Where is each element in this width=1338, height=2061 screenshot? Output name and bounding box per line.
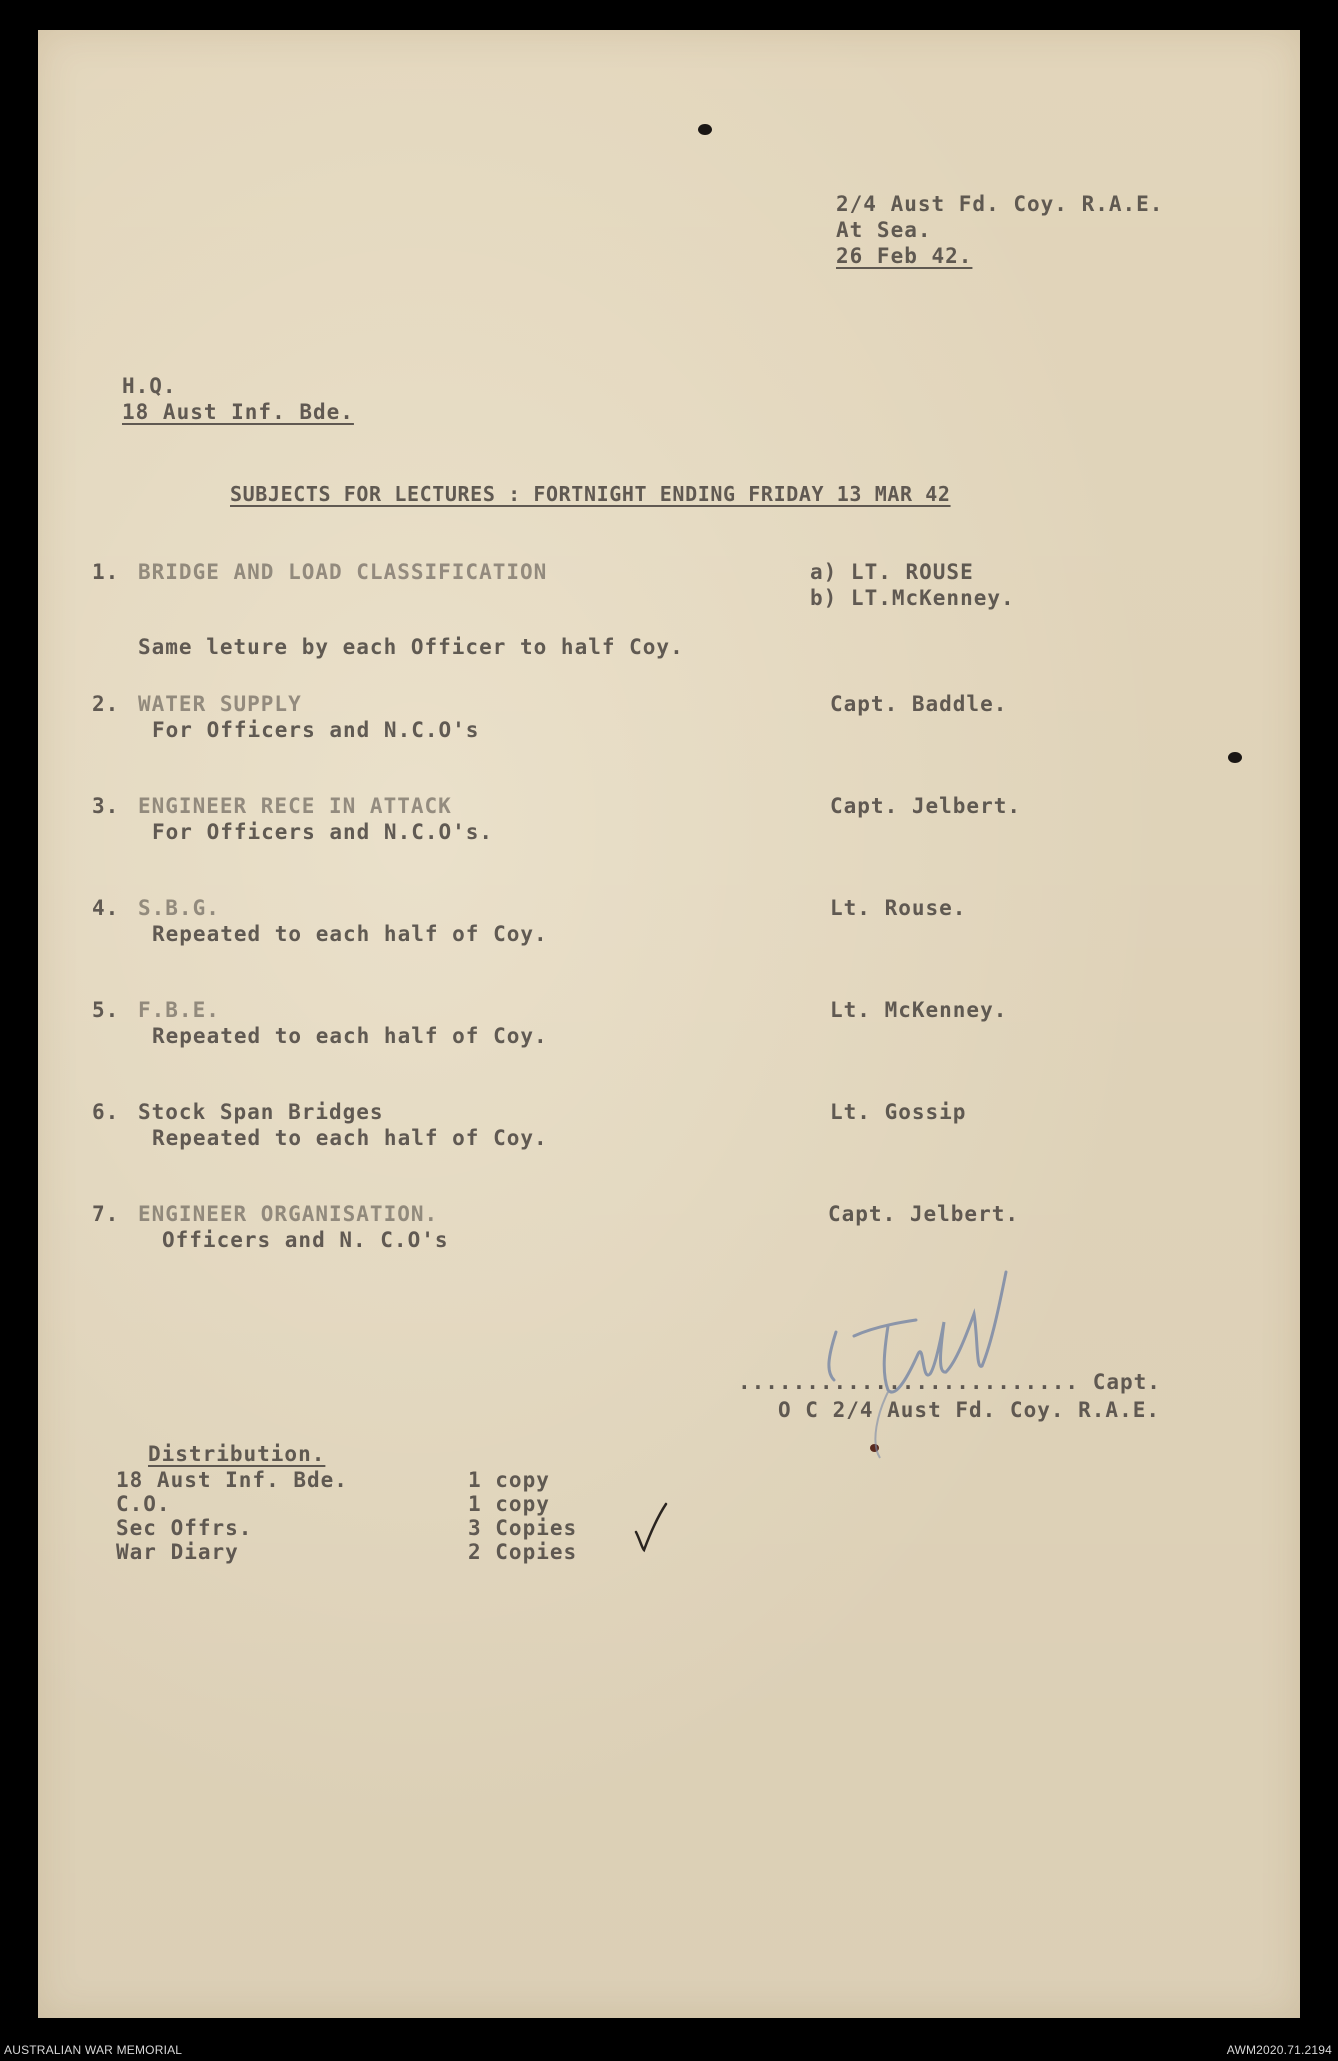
document-title: SUBJECTS FOR LECTURES : FORTNIGHT ENDING FRIDAY 13 MAR 42 bbox=[230, 482, 951, 506]
lecture-1-lecturer-a: a) LT. ROUSE bbox=[810, 560, 974, 584]
lecture-2-subject: WATER SUPPLY bbox=[138, 692, 302, 716]
lecture-5-detail: Repeated to each half of Coy. bbox=[152, 1024, 548, 1048]
distribution-to-1: 18 Aust Inf. Bde. bbox=[116, 1468, 348, 1492]
lecture-7-subject: ENGINEER ORGANISATION. bbox=[138, 1202, 439, 1226]
lecture-3-number: 3. bbox=[92, 794, 120, 818]
lecture-4-lecturer: Lt. Rouse. bbox=[830, 896, 967, 920]
lecture-4-detail: Repeated to each half of Coy. bbox=[152, 922, 548, 946]
signature-title: O C 2/4 Aust Fd. Coy. R.A.E. bbox=[778, 1398, 1161, 1422]
header-location: At Sea. bbox=[836, 218, 932, 242]
lecture-3-lecturer: Capt. Jelbert. bbox=[830, 794, 1022, 818]
lecture-7-number: 7. bbox=[92, 1202, 120, 1226]
distribution-to-2: C.O. bbox=[116, 1492, 171, 1516]
lecture-1-note: Same leture by each Officer to half Coy. bbox=[138, 635, 684, 659]
signature-line: ......................... Capt. bbox=[738, 1370, 1161, 1394]
lecture-6-subject: Stock Span Bridges bbox=[138, 1100, 384, 1124]
lecture-6-detail: Repeated to each half of Coy. bbox=[152, 1126, 548, 1150]
distribution-to-3: Sec Offrs. bbox=[116, 1516, 253, 1540]
punch-hole-right bbox=[1228, 752, 1242, 763]
lecture-5-number: 5. bbox=[92, 998, 120, 1022]
punch-hole-top bbox=[698, 124, 712, 135]
lecture-2-lecturer: Capt. Baddle. bbox=[830, 692, 1008, 716]
distribution-copies-4: 2 Copies bbox=[468, 1540, 578, 1564]
header-date: 26 Feb 42. bbox=[836, 244, 973, 268]
lecture-1-number: 1. bbox=[92, 560, 120, 584]
lecture-6-number: 6. bbox=[92, 1100, 120, 1124]
lecture-2-detail: For Officers and N.C.O's bbox=[152, 718, 480, 742]
lecture-6-lecturer: Lt. Gossip bbox=[830, 1100, 967, 1124]
distribution-to-4: War Diary bbox=[116, 1540, 239, 1564]
lecture-4-number: 4. bbox=[92, 896, 120, 920]
lecture-7-lecturer: Capt. Jelbert. bbox=[828, 1202, 1020, 1226]
distribution-heading: Distribution. bbox=[148, 1442, 326, 1466]
footer-accession-number: AWM2020.71.2194 bbox=[1226, 2043, 1332, 2057]
distribution-copies-2: 1 copy bbox=[468, 1492, 550, 1516]
lecture-3-subject: ENGINEER RECE IN ATTACK bbox=[138, 794, 452, 818]
addressee-line2: 18 Aust Inf. Bde. bbox=[122, 400, 354, 424]
distribution-copies-1: 1 copy bbox=[468, 1468, 550, 1492]
addressee-line1: H.Q. bbox=[122, 374, 177, 398]
lecture-5-lecturer: Lt. McKenney. bbox=[830, 998, 1008, 1022]
lecture-2-number: 2. bbox=[92, 692, 120, 716]
document-page bbox=[38, 30, 1300, 2018]
lecture-4-subject: S.B.G. bbox=[138, 896, 220, 920]
lecture-5-subject: F.B.E. bbox=[138, 998, 220, 1022]
lecture-1-subject: BRIDGE AND LOAD CLASSIFICATION bbox=[138, 560, 548, 584]
lecture-7-detail: Officers and N. C.O's bbox=[162, 1228, 449, 1252]
footer-archive-name: AUSTRALIAN WAR MEMORIAL bbox=[4, 2043, 183, 2057]
lecture-3-detail: For Officers and N.C.O's. bbox=[152, 820, 494, 844]
header-unit: 2/4 Aust Fd. Coy. R.A.E. bbox=[836, 192, 1164, 216]
distribution-copies-3: 3 Copies bbox=[468, 1516, 578, 1540]
tick-mark bbox=[628, 1498, 688, 1558]
lecture-1-lecturer-b: b) LT.McKenney. bbox=[810, 586, 1015, 610]
